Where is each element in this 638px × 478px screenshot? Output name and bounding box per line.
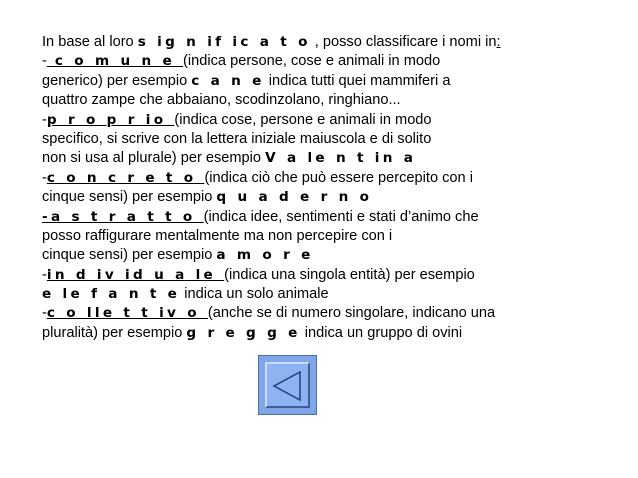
text-run: cinque sensi) per esempio — [42, 189, 217, 206]
text-run: (indica cose, persone e animali in modo — [174, 111, 432, 128]
keyword-comune: c o m u n e — [46, 53, 184, 70]
keyword-valentina: V a le n t in a — [265, 150, 417, 167]
keyword-proprio: p r o p r io — [46, 111, 175, 128]
keyword-significato: s ig n if ic a t o — [137, 34, 311, 50]
text-line — [42, 266, 632, 285]
text-run: - — [42, 266, 47, 283]
text-run: posso raffigurare mentalmente ma non percepire con i — [42, 227, 393, 244]
keyword-cane: c a n e — [191, 72, 265, 89]
text-line — [42, 91, 632, 110]
text-line — [42, 285, 632, 304]
text-run: (indica persone, cose e animali in modo — [183, 53, 441, 70]
text-run: : — [496, 34, 501, 50]
text-run: quattro zampe che abbaiano, scodinzolano, ringhiano... — [42, 92, 401, 109]
text-line — [42, 149, 632, 168]
text-line — [42, 188, 632, 207]
text-line — [42, 246, 632, 265]
keyword-astratto: -a s t r a t t o — [42, 208, 204, 225]
text-line — [42, 111, 632, 130]
text-run: generico) per esempio — [42, 72, 192, 89]
text-run: cinque sensi) per esempio — [42, 247, 217, 264]
text-run: - — [42, 111, 47, 128]
text-line — [42, 52, 632, 71]
text-run: indica tutti quei mammiferi a — [264, 72, 451, 89]
text-line — [42, 208, 632, 227]
keyword-collettivo: c o lle t t iv o — [46, 305, 208, 322]
text-run: - — [42, 305, 47, 322]
keyword-individuale: in d iv id u a le — [46, 266, 225, 283]
text-line — [42, 72, 632, 91]
text-line — [42, 33, 632, 52]
text-run: (indica idee, sentimenti e stati d’animo che — [203, 208, 479, 225]
text-run: (indica ciò che può essere percepito con i — [204, 169, 473, 186]
text-run: indica un solo animale — [180, 286, 329, 303]
text-run: pluralità) per esempio — [42, 324, 187, 341]
text-run: indica un gruppo di ovini — [300, 324, 463, 341]
keyword-amore: a m o r e — [216, 247, 314, 264]
text-run: - — [42, 53, 47, 70]
text-run: (indica una singola entità) per esempio — [224, 266, 475, 283]
text-line — [42, 324, 632, 343]
text-run: - — [42, 169, 47, 186]
text-run: non si usa al plurale) per esempio — [42, 150, 266, 167]
triangle-left-icon — [269, 367, 307, 405]
text-line — [42, 130, 632, 149]
text-line — [42, 169, 632, 188]
keyword-quaderno: q u a d e r n o — [216, 189, 373, 206]
keyword-elefante: e le f a n t e — [42, 286, 181, 303]
back-button[interactable] — [258, 355, 317, 415]
text-line — [42, 304, 632, 323]
text-line — [42, 227, 632, 246]
text-block — [42, 33, 632, 343]
keyword-gregge: g r e g g e — [186, 324, 301, 341]
keyword-concreto: c o n c r e t o — [46, 169, 205, 186]
text-run: , posso classificare i nomi in — [310, 34, 497, 50]
text-run: (anche se di numero singolare, indicano una — [207, 305, 496, 322]
text-run: specifico, si scrive con la lettera iniziale maiuscola e di solito — [42, 130, 432, 147]
text-run: In base al loro — [42, 34, 138, 50]
